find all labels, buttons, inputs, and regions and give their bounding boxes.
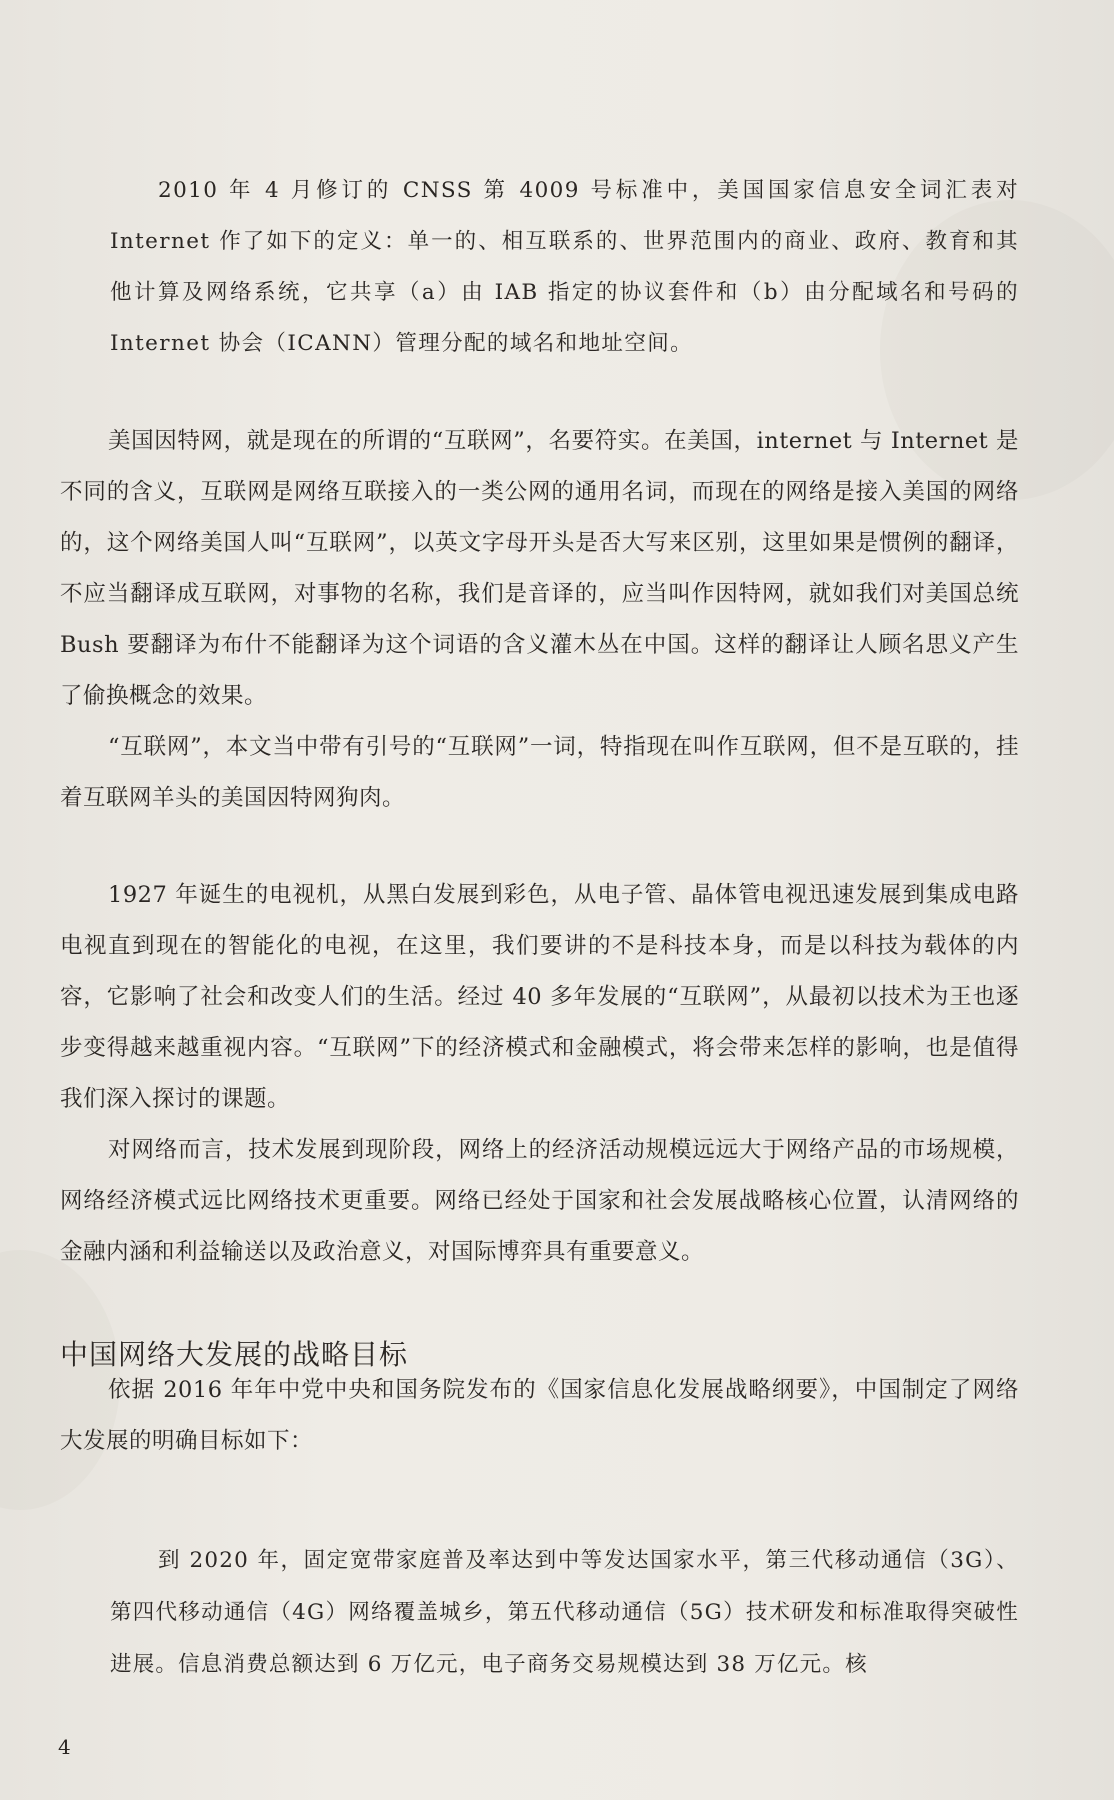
quote-paragraph: 2010 年 4 月修订的 CNSS 第 4009 号标准中，美国国家信息安全词汇表对 Internet 作了如下的定义：单一的、相互联系的、世界范围内的商业、政府、教育和其他计算及网络系统，它共享（a）由 IAB 指定的协议套件和（b）由分配域名和号码的 Internet 协会（ICANN）管理分配的域名和地址空间。 [110,178,1019,356]
section-heading: 中国网络大发展的战略目标 [60,1338,409,1371]
body-paragraph: “互联网”，本文当中带有引号的“互联网”一词，特指现在叫作互联网，但不是互联的，挂着互联网羊头的美国因特网狗肉。 [60,734,1019,811]
body-paragraph: 1927 年诞生的电视机，从黑白发展到彩色，从电子管、晶体管电视迅速发展到集成电路电视直到现在的智能化的电视，在这里，我们要讲的不是科技本身，而是以科技为载体的内容，它影响了社会和改变人们的生活。经过 40 多年发展的“互联网”，从最初以技术为王也逐步变得越来越重视内容。“互联网”下的经济模式和金融模式，将会带来怎样的影响，也是值得我们深入探讨的课题。 [60,882,1019,1112]
quote-paragraph: 到 2020 年，固定宽带家庭普及率达到中等发达国家水平，第三代移动通信（3G）、第四代移动通信（4G）网络覆盖城乡，第五代移动通信（5G）技术研发和标准取得突破性进展。信息消费总额达到 6 万亿元，电子商务交易规模达到 38 万亿元。核 [110,1548,1019,1677]
body-section-internet-naming [60,416,1019,824]
body-section-television-history [60,870,1019,1278]
body-section-strategy-intro [60,1365,1019,1467]
cnss-definition-quote [110,165,1019,369]
strategy-goals-quote [110,1535,1019,1691]
body-paragraph: 对网络而言，技术发展到现阶段，网络上的经济活动规模远远大于网络产品的市场规模，网络经济模式远比网络技术更重要。网络已经处于国家和社会发展战略核心位置，认清网络的金融内涵和利益输送以及政治意义，对国际博弈具有重要意义。 [60,1137,1019,1265]
body-paragraph: 美国因特网，就是现在的所谓的“互联网”，名要符实。在美国，internet 与 Internet 是不同的含义，互联网是网络互联接入的一类公网的通用名词，而现在的网络是接入美国的网络的，这个网络美国人叫“互联网”，以英文字母开头是否大写来区别，这里如果是惯例的翻译，不应当翻译成互联网，对事物的名称，我们是音译的，应当叫作因特网，就如我们对美国总统 Bush 要翻译为布什不能翻译为这个词语的含义灌木丛在中国。这样的翻译让人顾名思义产生了偷换概念的效果。 [60,428,1019,709]
body-paragraph: 依据 2016 年年中党中央和国务院发布的《国家信息化发展战略纲要》，中国制定了网络大发展的明确目标如下： [60,1377,1019,1454]
page-number: 4 [58,1735,71,1759]
